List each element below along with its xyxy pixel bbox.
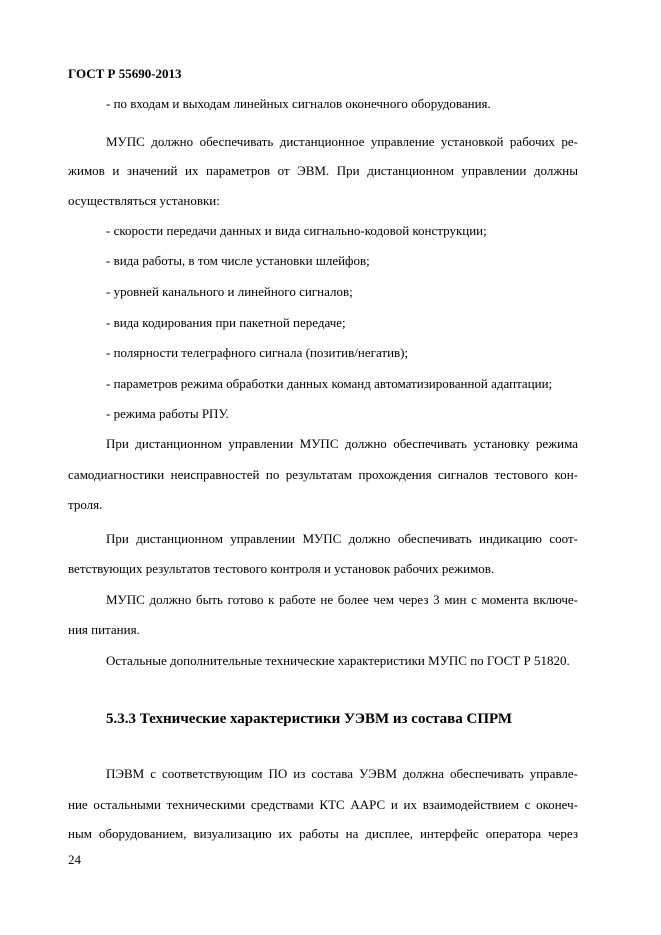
text-line: - по входам и выходам линейных сигналов оконечного оборудования. xyxy=(106,96,491,111)
paragraph-line: ным оборудованием, визуализацию их работы на дисплее, интерфейс оператора через xyxy=(68,826,578,841)
list-item: - параметров режима обработки данных команд автоматизированной адаптации; xyxy=(106,376,553,391)
list-item: - вида работы, в том числе установки шлейфов; xyxy=(106,253,370,268)
list-item: - режима работы РПУ. xyxy=(106,406,229,421)
list-item: - полярности телеграфного сигнала (позитив/негатив); xyxy=(106,345,409,360)
paragraph-line: МУПС должно быть готово к работе не более чем через 3 мин с момента включе- xyxy=(106,592,578,607)
paragraph-line: троля. xyxy=(68,497,103,512)
list-item: - вида кодирования при пакетной передаче; xyxy=(106,315,346,330)
document-header: ГОСТ Р 55690-2013 xyxy=(68,66,182,81)
paragraph-line: ветствующих результатов тестового контроля и установок рабочих режимов. xyxy=(68,561,495,576)
paragraph-line: ния питания. xyxy=(68,622,140,637)
paragraph-line: Остальные дополнительные технические характеристики МУПС по ГОСТ Р 51820. xyxy=(106,653,570,668)
list-item: - скорости передачи данных и вида сигнально-кодовой конструкции; xyxy=(106,223,487,238)
section-heading: 5.3.3 Технические характеристики УЭВМ из состава СПРМ xyxy=(106,711,513,727)
paragraph-line: МУПС должно обеспечивать дистанционное управление установкой рабочих ре- xyxy=(106,134,578,149)
page-number: 24 xyxy=(68,852,81,867)
paragraph-line: При дистанционном управлении МУПС должно обеспечивать установку режима xyxy=(106,436,578,451)
paragraph-line: самодиагностики неисправностей по результатам прохождения сигналов тестового кон- xyxy=(68,467,578,482)
paragraph-line: ПЭВМ с соответствующим ПО из состава УЭВМ должна обеспечивать управле- xyxy=(106,766,578,781)
paragraph-line: ние остальными техническими средствами КТС ААРС и их взаимодействием с оконеч- xyxy=(68,797,578,812)
paragraph-line: осуществляться установки: xyxy=(68,193,220,208)
paragraph-line: При дистанционном управлении МУПС должно обеспечивать индикацию соот- xyxy=(106,531,578,546)
paragraph-line: жимов и значений их параметров от ЭВМ. При дистанционном управлении должны xyxy=(68,163,578,178)
list-item: - уровней канального и линейного сигналов; xyxy=(106,284,353,299)
